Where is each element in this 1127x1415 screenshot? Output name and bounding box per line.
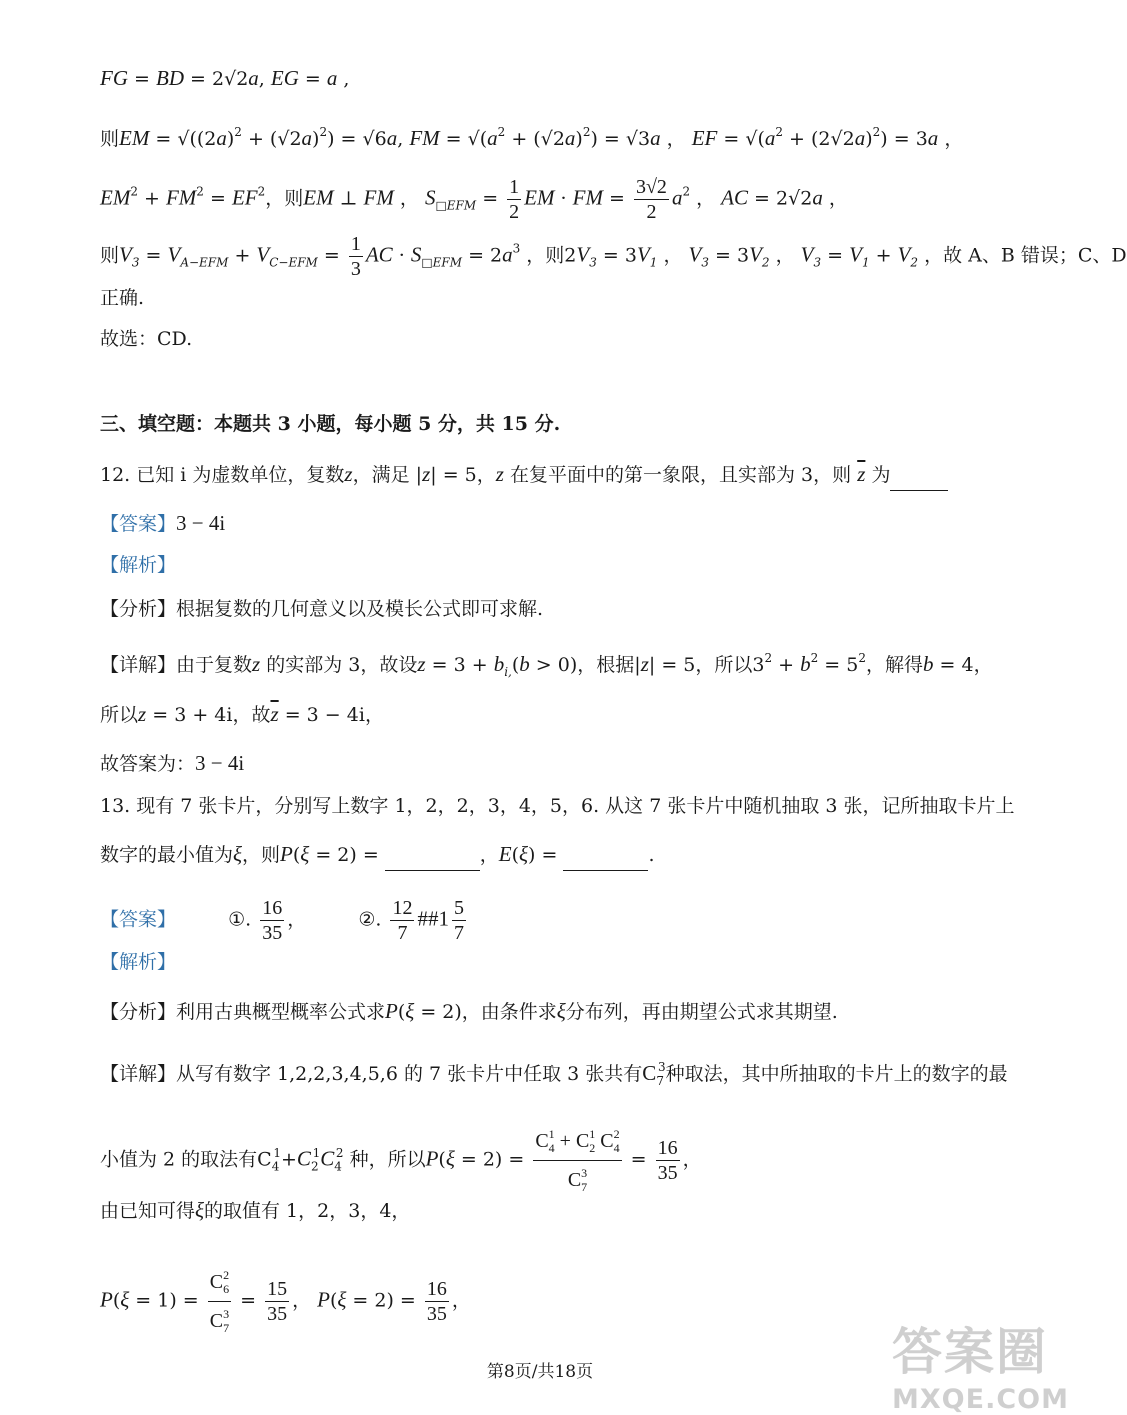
xj3-b: 的取值有 1，2，3，4， [204, 1200, 411, 1222]
line-volume: 则$V_3 = V_{A-EFM} + V_{C-EFM}$ = $\frac{1}{3}$ AC · $S_{□EFM} = 2a^3$ ，则$2V_3 = 3V_1$ ， $V_3 = 3V_2$ ， $V_3 = V_1 + V_2$ ，故 A、B 错误；C、D [100, 233, 1127, 280]
q12-xiangjie: 【详解】由于复数z 的实部为 3，故设$z = 3 + b_{i,}(b > 0)$，根据|z| = 5，所以$3^2 + b^2 = 5^2$，解得b = 4， [100, 651, 993, 679]
q13-stem-1: 13. 现有 7 张卡片，分别写上数字 1，2，2，3，4，5，6. 从这 7 张卡片中随机抽取 3 张，记所抽取卡片上 [100, 795, 1015, 817]
q12-final [100, 748, 244, 779]
xj3-a: 由已知可得 [100, 1200, 196, 1222]
q13-stem2-a: 数字的最小值为 [100, 844, 234, 866]
line-em-fm-ef: 则EM = $√((2a)^2 + (√2a)^2) = √6a$, FM = $√(a^2 + (√2a)^2) = √3a$ ， EF = $√(a^2 + (2√2a)^2) = 3a$ ， [100, 125, 964, 150]
answer-tag: 【答案】 [100, 513, 177, 535]
q13-xiangjie-2: 小值为 2 的取法有$C_4^1+C_2^1C_4^2$ 种，所以P(ξ = 2) = $\frac{C_4^1 + C_2^1 C_4^2}{C_7^3}$ = $\frac{16}{35}$ ， [100, 1122, 702, 1199]
analysis-tag: 【解析】 [100, 951, 177, 973]
watermark-logo [892, 1312, 1069, 1415]
concl-a: 所以 [100, 704, 139, 726]
q13-xiangjie-3: 由已知可得ξ的取值有 1，2，3，4， [100, 1198, 411, 1222]
xj1-a: 从写有数字 1,2,2,3,4,5,6 的 7 张卡片中任取 3 张共有 [176, 1063, 643, 1085]
analysis-tag: 【解析】 [100, 554, 177, 576]
fenxi-text: 根据复数的几何意义以及模长公式即可求解. [176, 598, 544, 620]
line-perpendicular: $EM^2 + FM^2 = EF^2$，则EM ⊥ FM ， $S_{□EFM}$ = $\frac{1}{2}$ EM · FM = $\frac{3√2}{2}$ $a^2$ ， AC = 2√2a ， [100, 176, 848, 223]
q13-stem2-b: ，则 [242, 844, 281, 866]
xiangjie-tag: 【详解】 [100, 654, 177, 676]
q12-stem-a: 12. 已知 i 为虚数单位，复数 [100, 464, 345, 486]
p2-den: 35 [426, 1303, 447, 1325]
q12-fenxi [100, 594, 543, 624]
q13-answer: 【答案】 ①. $\frac{16}{35}$ ， ②. $\frac{12}{7}$ ##1 $\frac{5}{7}$ [100, 897, 464, 944]
q13-probabilities: P(ξ = 1) = $\frac{C_6^2}{C_7^3}$ = $\frac{15}{35}$ ， P(ξ = 2) = $\frac{16}{35}$ ， [100, 1263, 471, 1340]
q13-blank-1[interactable] [385, 840, 480, 871]
line-choice: 故选：CD. [100, 328, 193, 350]
p2-num: 16 [426, 1278, 447, 1300]
answer-tag: 【答案】 [100, 908, 177, 931]
ans1-label: ①. [228, 908, 252, 931]
watermark-line2: MXQE.COM [892, 1384, 1069, 1415]
concl-b: ，故 [232, 704, 271, 726]
xj2-b: 种，所以 [349, 1148, 426, 1171]
ans2-num: 12 [392, 897, 413, 919]
ans2-sep: ##1 [417, 906, 449, 931]
ans2-mix-num: 5 [453, 897, 464, 919]
fenxi-a: 利用古典概型概率公式求 [176, 1001, 386, 1023]
ans1-num: 16 [262, 897, 283, 919]
q13-stem2-d: . [648, 844, 655, 866]
q12-conclusion: 所以z = 3 + 4i，故$\overline{z} = 3 - 4i$， [100, 702, 384, 726]
q12-answer-value: 3 − 4i [176, 511, 226, 535]
xj-d: ，所以 [695, 654, 753, 676]
xj-f: ， [973, 654, 993, 676]
final-a: 故答案为： [100, 753, 196, 775]
xiangjie-tag: 【详解】 [100, 1063, 177, 1085]
ans2-mix-den: 7 [453, 922, 464, 944]
xj-a: 由于复数 [176, 654, 253, 676]
p1-num: 15 [267, 1278, 288, 1300]
q13-stem-2: 数字的最小值为ξ，则P(ξ = 2) = ，E(ξ) = . [100, 839, 655, 871]
q13-stem2-c: ， [479, 844, 499, 866]
q13-xiangjie-1: 【详解】从写有数字 1,2,2,3,4,5,6 的 7 张卡片中任取 3 张共有$C_7^3$种取法，其中所抽取的卡片上的数字的最 [100, 1060, 1008, 1088]
final-b: 3 − 4i [195, 751, 245, 775]
ans2-den: 7 [397, 922, 408, 944]
fenxi-c: 分布列，再由期望公式求其期望. [565, 1001, 838, 1023]
xj-e: ，解得 [866, 654, 924, 676]
q12-stem-b: ，满足 [352, 464, 410, 486]
q12-stem: 12. 已知 i 为虚数单位，复数z，满足 |z| = 5，z 在复平面中的第一象限，且实部为 3，则 $\overline{z}$ 为 [100, 459, 948, 491]
watermark-line1: 答案圈 [892, 1323, 1048, 1381]
q12-blank[interactable] [890, 460, 948, 491]
xj2-a: 小值为 2 的取法有 [100, 1148, 258, 1171]
fenxi-tag: 【分析】 [100, 598, 177, 620]
q12-answer [100, 508, 225, 539]
line-fg-bd: FG = BD = 2√2a, EG = a , [100, 66, 350, 90]
q12-stem-e: 为 [871, 464, 891, 486]
q12-analysis-tag [100, 550, 176, 580]
line-correct: 正确. [100, 287, 145, 309]
fenxi-tag: 【分析】 [100, 1001, 177, 1023]
q13-fenxi: 【分析】利用古典概型概率公式求P(ξ = 2)，由条件求ξ分布列，再由期望公式求其期望. [100, 999, 838, 1023]
xj1-b: 种取法，其中所抽取的卡片上的数字的最 [665, 1063, 1008, 1085]
p1-den: 35 [267, 1303, 288, 1325]
q12-stem-d: 在复平面中的第一象限，且实部为 3，则 [510, 464, 852, 486]
fenxi-b: ，由条件求 [461, 1001, 557, 1023]
ans2-label: ②. [358, 908, 382, 931]
q13-blank-2[interactable] [563, 840, 648, 871]
ans1-den: 35 [262, 922, 283, 944]
xj-b: 的实部为 3，故设 [266, 654, 418, 676]
section-heading: 三、填空题：本题共 3 小题，每小题 5 分，共 15 分. [100, 413, 561, 435]
concl-c: ， [364, 704, 384, 726]
q12-stem-c: ， [476, 464, 496, 486]
page-footer: 第8页/共18页 [486, 1362, 594, 1382]
q13-analysis-tag [100, 947, 176, 977]
xj-c: ，根据 [577, 654, 635, 676]
